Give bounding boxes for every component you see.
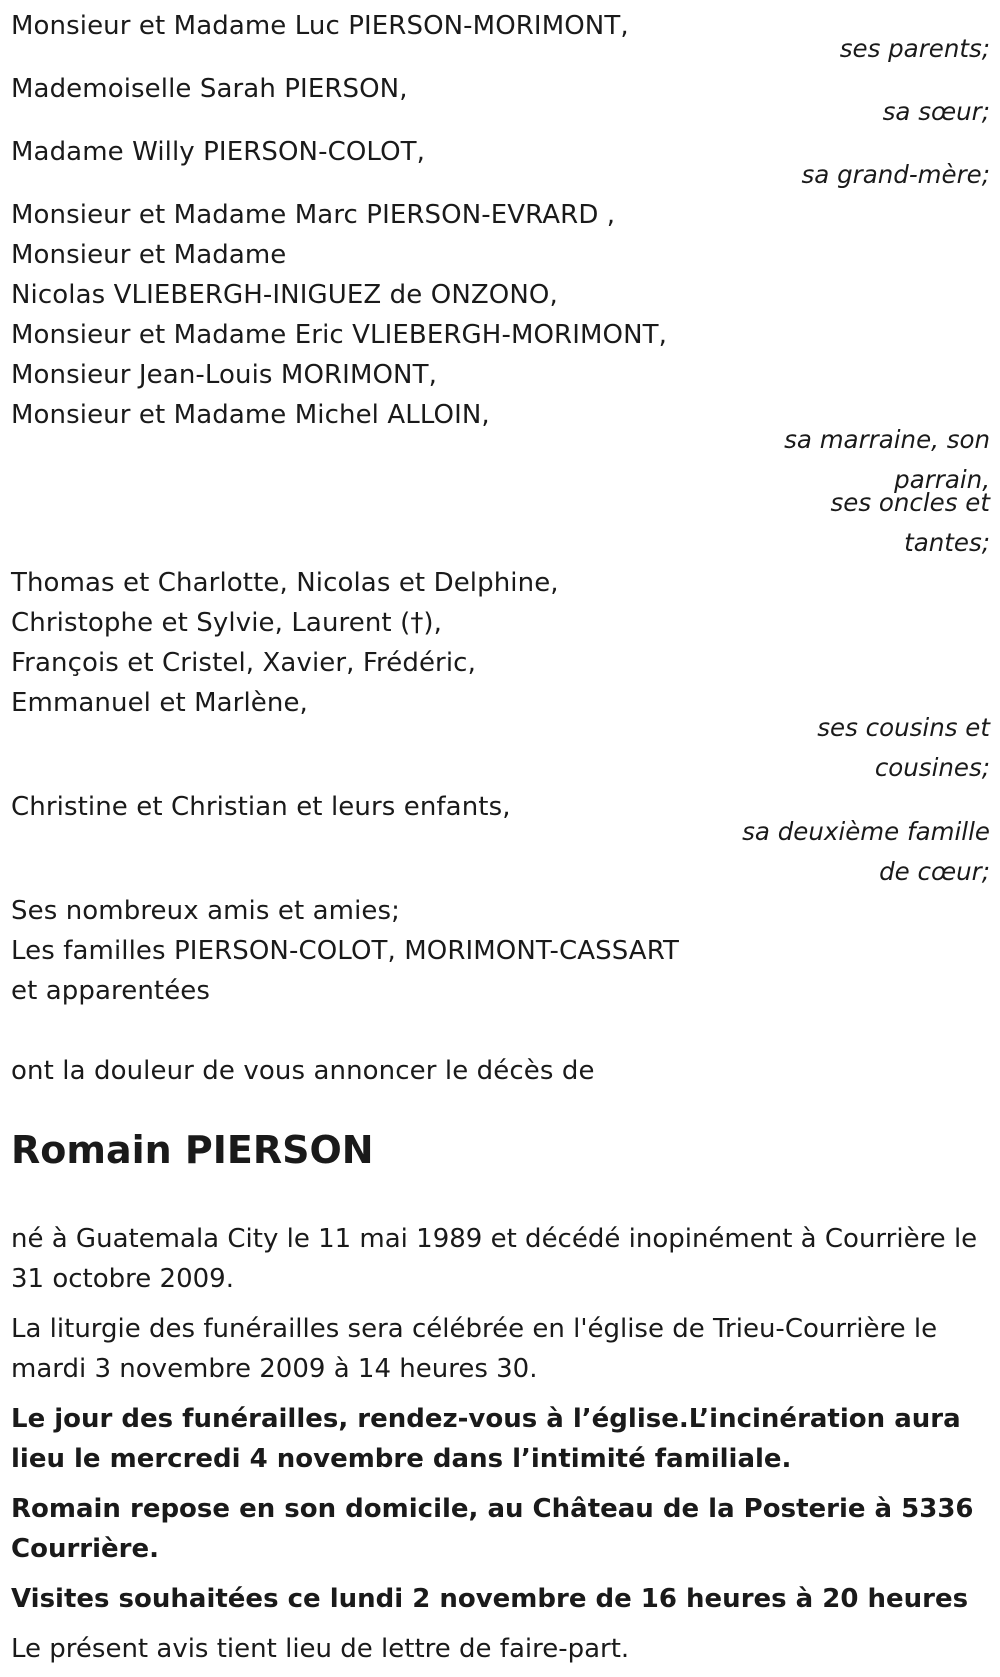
second-family-role: sa deuxième famille	[742, 817, 990, 846]
parents-names: Monsieur et Madame Luc PIERSON-MORIMONT,	[11, 11, 629, 41]
birth-death-info: né à Guatemala City le 11 mai 1989 et décédé inopinément à Courrière le 31 octobre 2009.	[11, 1224, 978, 1294]
uncle-line: Monsieur et Madame	[11, 240, 287, 270]
visits-info: Visites souhaitées ce lundi 2 novembre de 16 heures à 20 heures	[11, 1584, 969, 1614]
friends-line: Ses nombreux amis et amies;	[11, 896, 401, 926]
cousins-line: Thomas et Charlotte, Nicolas et Delphine,	[11, 568, 559, 598]
uncles-role: sa marraine, son	[784, 425, 990, 454]
repose-info: Romain repose en son domicile, au Château de la Posterie à 5336 Courrière.	[11, 1494, 974, 1564]
liturgy-info: La liturgie des funérailles sera célébrée en l'église de Trieu-Courrière le mardi 3 novembre 2009 à 14 heures 30.	[11, 1314, 938, 1384]
notice-text: Le présent avis tient lieu de lettre de faire-part.	[11, 1634, 630, 1664]
uncle-line: Monsieur et Madame Marc PIERSON-EVRARD ,	[11, 200, 616, 230]
cousins-role: ses cousins et	[817, 713, 990, 742]
cousins-line: Christophe et Sylvie, Laurent (†),	[11, 608, 443, 638]
friends-line: et apparentées	[11, 976, 211, 1006]
uncle-line: Monsieur Jean-Louis MORIMONT,	[11, 360, 437, 390]
uncles-role: tantes;	[904, 528, 990, 557]
funeral-meeting-info: Le jour des funérailles, rendez-vous à l’église.L’incinération aura lieu le mercredi 4 novembre dans l’intimité familiale.	[11, 1404, 961, 1474]
cousins-line: Emmanuel et Marlène,	[11, 688, 308, 718]
deceased-name: Romain PIERSON	[11, 1128, 374, 1172]
grandmother-name: Madame Willy PIERSON-COLOT,	[11, 137, 425, 167]
uncles-role: parrain,	[894, 465, 990, 494]
parents-role: ses parents;	[839, 34, 990, 63]
second-family-role: de cœur;	[879, 857, 990, 886]
uncles-role: ses oncles et	[830, 488, 990, 517]
announcement: ont la douleur de vous annoncer le décès de	[11, 1056, 595, 1086]
second-family-names: Christine et Christian et leurs enfants,	[11, 792, 511, 822]
sister-role: sa sœur;	[882, 97, 990, 126]
uncle-line: Monsieur et Madame Eric VLIEBERGH-MORIMONT,	[11, 320, 667, 350]
grandmother-role: sa grand-mère;	[801, 160, 990, 189]
friends-line: Les familles PIERSON-COLOT, MORIMONT-CASSART	[11, 936, 679, 966]
uncle-line: Monsieur et Madame Michel ALLOIN,	[11, 400, 490, 430]
sister-name: Mademoiselle Sarah PIERSON,	[11, 74, 408, 104]
cousins-line: François et Cristel, Xavier, Frédéric,	[11, 648, 476, 678]
uncle-line: Nicolas VLIEBERGH-INIGUEZ de ONZONO,	[11, 280, 558, 310]
cousins-role: cousines;	[874, 753, 990, 782]
